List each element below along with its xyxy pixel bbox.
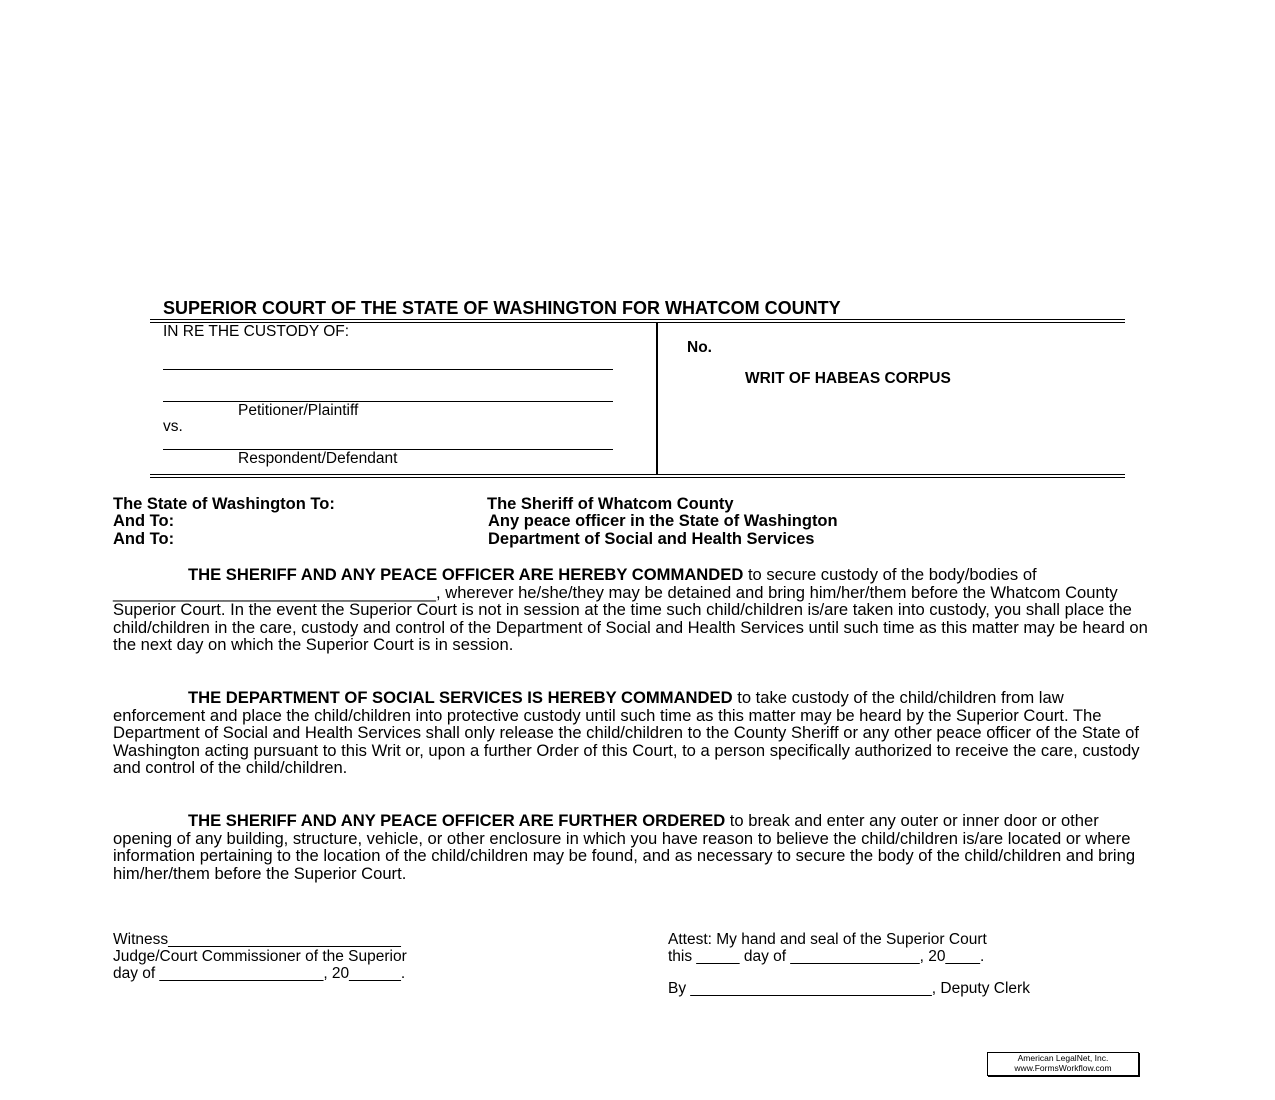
case-number-label: No.	[687, 339, 712, 356]
addressee-to-label-1: The State of Washington To:	[113, 495, 335, 513]
order-paragraph-entry	[113, 812, 1153, 882]
attest-line: Attest: My hand and seal of the Superior Court	[668, 931, 987, 948]
judge-line: Judge/Court Commissioner of the Superior	[113, 948, 407, 965]
witness-line: Witness___________________________	[113, 931, 401, 948]
respondent-label: Respondent/Defendant	[238, 450, 398, 467]
petitioner-label: Petitioner/Plaintiff	[238, 402, 359, 419]
publisher-website: www.FormsWorkflow.com	[1014, 1063, 1112, 1073]
addressee-to-label-2: And To:	[113, 512, 175, 530]
in-re-label: IN RE THE CUSTODY OF:	[163, 323, 350, 340]
paragraph-lead: THE SHERIFF AND ANY PEACE OFFICER ARE FURTHER ORDERED	[188, 811, 726, 830]
caption-divider	[656, 323, 658, 475]
addressee-recipient-1: The Sheriff of Whatcom County	[487, 495, 734, 513]
command-paragraph-dshs	[113, 689, 1153, 777]
vs-label: vs.	[163, 418, 183, 435]
attest-day-line: this _____ day of _______________, 20____.	[668, 948, 985, 965]
publisher-logo	[987, 1052, 1139, 1076]
paragraph-lead: THE DEPARTMENT OF SOCIAL SERVICES IS HEREBY COMMANDED	[188, 688, 733, 707]
paragraph-text: to break and enter any outer or inner door or other opening of any building, structure, vehicle, or other enclosure in which you have reason to believe the child/children is/are located or where information pertaining to the location of the child/children may be found, and as necessary to secure the body of the child/children and bring him/her/them before the Superior Court.	[113, 811, 1136, 883]
witness-day-line: day of ___________________, 20______.	[113, 965, 406, 982]
paragraph-text: to secure custody of the body/bodies of ___________________________________, wherever he/she/they may be detained and bring him/her/them before the Whatcom County Superior Court. In the event the Superior Court is not in session at the time such child/children is/are taken into custody, you shall place the child/children in the care, custody and control of the Department of Social and Health Services until such time as this matter may be heard on the next day on which the Superior Court is in session.	[113, 565, 1148, 655]
paragraph-text: to take custody of the child/children from law enforcement and place the child/children into protective custody until such time as this matter may be heard by the Superior Court. The Department of Social and Health Services shall only release the child/children to the County Sheriff or any other peace officer of the State of Washington acting pursuant to this Writ or, upon a further Order of this Court, to a person specifically authorized to receive the care, custody and control of the child/children.	[113, 688, 1140, 778]
caption-bottom-rule-1	[150, 474, 1125, 475]
deputy-clerk-line: By ____________________________, Deputy Clerk	[668, 980, 1030, 997]
command-paragraph-sheriff	[113, 566, 1153, 654]
document-title: WRIT OF HABEAS CORPUS	[745, 370, 951, 387]
addressee-recipient-2: Any peace officer in the State of Washington	[488, 512, 838, 530]
court-title: SUPERIOR COURT OF THE STATE OF WASHINGTON FOR WHATCOM COUNTY	[163, 298, 841, 318]
publisher-name: American LegalNet, Inc.	[1017, 1053, 1109, 1063]
addressee-recipient-3: Department of Social and Health Services	[488, 530, 815, 548]
caption-bottom-rule-2	[150, 477, 1125, 478]
paragraph-lead: THE SHERIFF AND ANY PEACE OFFICER ARE HEREBY COMMANDED	[188, 565, 744, 584]
caption-top-rule-1	[150, 319, 1125, 320]
party-name-line-2	[163, 401, 613, 402]
party-name-line-1	[163, 369, 613, 370]
addressee-to-label-3: And To:	[113, 530, 175, 548]
